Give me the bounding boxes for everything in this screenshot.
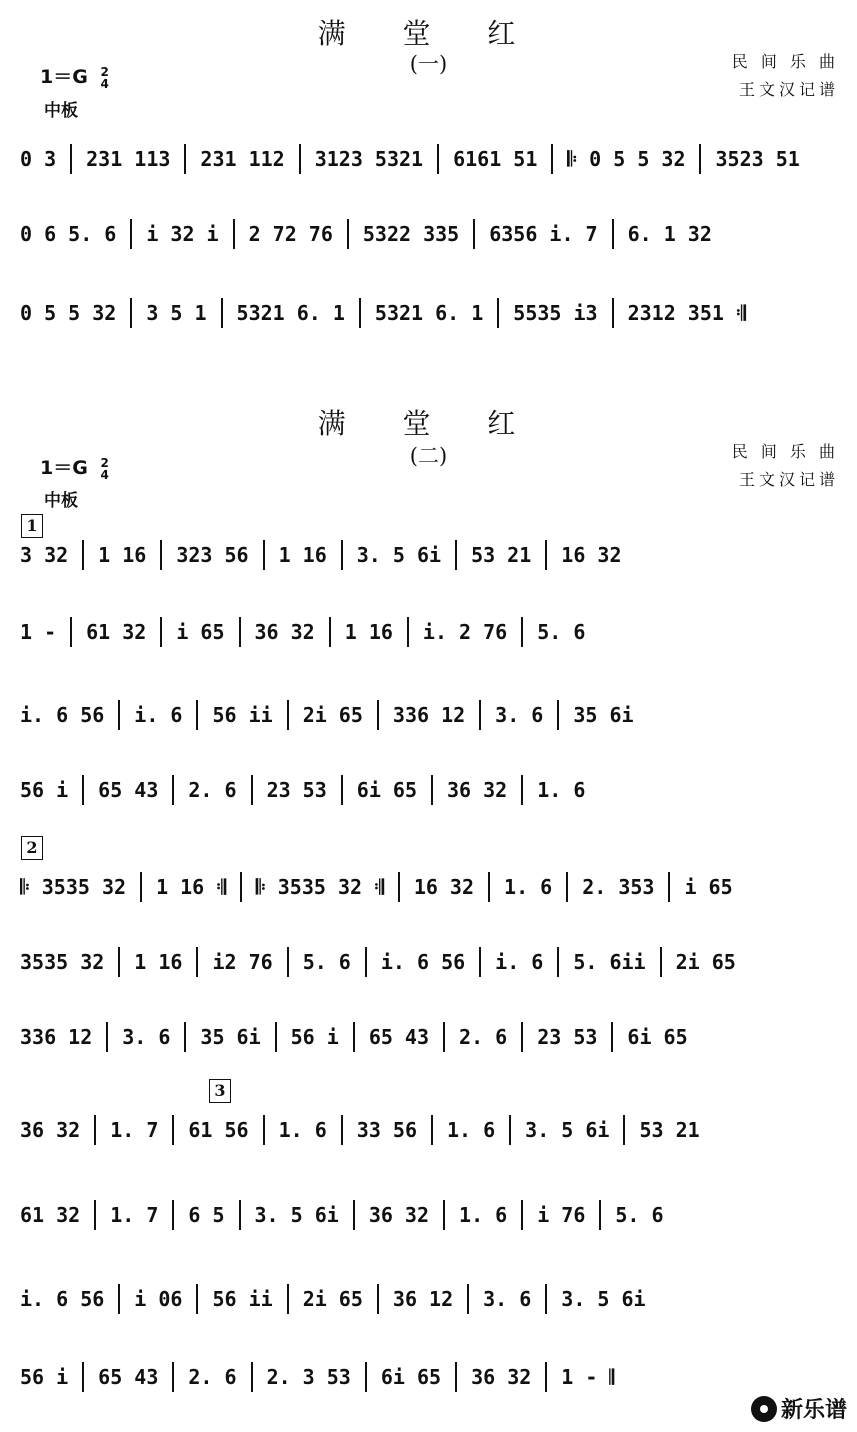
notation-line (20, 1284, 840, 1314)
measure: 1. 7 (110, 1202, 159, 1227)
measure: 3 32 (20, 542, 69, 567)
bar-line (341, 775, 343, 805)
measure: 1 16 (278, 542, 327, 567)
bar-line (172, 1362, 174, 1392)
measure: 2i 65 (302, 702, 363, 727)
bar-line (545, 540, 547, 570)
measure: 2 72 76 (248, 221, 333, 246)
bar-line (70, 144, 72, 174)
bar-line (239, 1200, 241, 1230)
measure: i 65 (176, 619, 225, 644)
measure: 61 32 (86, 619, 147, 644)
measure: 2. 6 (459, 1024, 508, 1049)
bar-line (623, 1115, 625, 1145)
bar-line (106, 1022, 108, 1052)
notation-line (20, 144, 840, 174)
measure: 1. 6 (459, 1202, 508, 1227)
bar-line (172, 775, 174, 805)
bar-line (172, 1200, 174, 1230)
measure: 231 113 (86, 146, 171, 171)
bar-line (443, 1022, 445, 1052)
bar-line (443, 1200, 445, 1230)
measure: 5321 6. 1 (374, 300, 484, 325)
measure: 35 6i (573, 702, 634, 727)
measure: 3523 51 (715, 146, 800, 171)
bar-line (140, 872, 142, 902)
bar-line (172, 1115, 174, 1145)
measure: 1 16 (98, 542, 147, 567)
measure: 2. 3 53 (266, 1364, 351, 1389)
notation-line (20, 1200, 840, 1230)
transcriber: 王文汉记谱 (738, 80, 839, 99)
score2-credits (732, 438, 839, 494)
bar-line (377, 700, 379, 730)
measure: 𝄆 3535 32 (20, 874, 127, 899)
bar-line (118, 700, 120, 730)
section-marker-3: 3 (209, 1079, 231, 1103)
measure: 5322 335 (362, 221, 460, 246)
bar-line (545, 1284, 547, 1314)
measure: 6356 i. 7 (489, 221, 598, 246)
bar-line (341, 1115, 343, 1145)
bar-line (612, 298, 614, 328)
notation-line (20, 1022, 840, 1052)
bar-line (407, 617, 409, 647)
bar-line (521, 1200, 523, 1230)
measure: 56 i (20, 1364, 69, 1389)
measure: 2. 353 (582, 874, 655, 899)
measure: 61 56 (188, 1117, 249, 1142)
measure: 36 32 (254, 619, 315, 644)
measure: 1. 6 (504, 874, 553, 899)
time-signature: 2 4 (100, 455, 109, 482)
measure: 336 12 (392, 702, 466, 727)
measure: 5. 6 (537, 619, 586, 644)
bar-line (287, 1284, 289, 1314)
measure: 6i 65 (356, 777, 417, 802)
measure: 0 5 5 32 (20, 300, 117, 325)
bar-line (184, 144, 186, 174)
measure: i 06 (134, 1286, 183, 1311)
bar-line (240, 872, 242, 902)
measure: 56 i (290, 1024, 339, 1049)
bar-line (545, 1362, 547, 1392)
bar-line (287, 700, 289, 730)
notation-line (20, 1362, 840, 1392)
measure: 3. 5 6i (356, 542, 442, 567)
bar-line (160, 617, 162, 647)
measure: 6i 65 (380, 1364, 442, 1389)
measure: i2 76 (212, 949, 273, 974)
bar-line (239, 617, 241, 647)
bar-line (184, 1022, 186, 1052)
measure: 3535 32 (20, 949, 105, 974)
score1-tempo: 中板 (44, 101, 78, 121)
measure: 36 12 (392, 1286, 454, 1311)
measure: 1. 6 (278, 1117, 327, 1142)
measure: i. 6 (495, 949, 544, 974)
measure: i 76 (537, 1202, 586, 1227)
measure: 5321 6. 1 (236, 300, 345, 325)
measure: 2312 351 𝄇 (627, 300, 746, 325)
bar-line (668, 872, 670, 902)
bar-line (118, 1284, 120, 1314)
measure: 1 16 (134, 949, 183, 974)
bar-line (521, 617, 523, 647)
measure: 1. 6 (447, 1117, 496, 1142)
measure: 1 16 𝄇 (156, 874, 226, 899)
measure: 6. 1 32 (627, 221, 712, 246)
measure: 65 43 (368, 1024, 430, 1049)
bar-line (275, 1022, 277, 1052)
bar-line (329, 617, 331, 647)
measure: 56 ii (212, 1286, 273, 1311)
notation-line (20, 617, 840, 647)
measure: 𝄆 0 5 5 32 (567, 146, 686, 171)
measure: 1. 7 (110, 1117, 159, 1142)
bar-line (118, 947, 120, 977)
measure: 16 32 (413, 874, 475, 899)
bar-line (611, 1022, 613, 1052)
measure: 3. 6 (483, 1286, 532, 1311)
bar-line (341, 540, 343, 570)
measure: 23 53 (537, 1024, 598, 1049)
site-logo (751, 1393, 847, 1424)
bar-line (437, 144, 439, 174)
bar-line (612, 219, 614, 249)
bar-line (557, 947, 559, 977)
bar-line (263, 540, 265, 570)
measure: i 65 (684, 874, 733, 899)
measure: 16 32 (561, 542, 622, 567)
bar-line (566, 872, 568, 902)
measure: 36 32 (368, 1202, 430, 1227)
score1-title: 满 堂 红 (317, 17, 540, 50)
bar-line (365, 947, 367, 977)
score2-tempo: 中板 (44, 491, 78, 511)
score1-key (40, 62, 109, 90)
measure: 36 32 (20, 1117, 81, 1142)
measure: 56 i (20, 777, 69, 802)
measure: 5535 i3 (513, 300, 598, 325)
measure: 1. 6 (537, 777, 586, 802)
score1-part: (一) (409, 52, 448, 76)
notation-line (20, 1115, 840, 1145)
measure: 3. 6 (122, 1024, 171, 1049)
bar-line (455, 1362, 457, 1392)
measure: 33 56 (356, 1117, 417, 1142)
bar-line (551, 144, 553, 174)
bar-line (196, 1284, 198, 1314)
measure: 5. 6ii (573, 949, 646, 974)
measure: 3. 5 6i (561, 1286, 646, 1311)
bar-line (70, 617, 72, 647)
measure: 336 12 (20, 1024, 93, 1049)
notation-line (20, 872, 840, 902)
bar-line (557, 700, 559, 730)
notation-line (20, 540, 840, 570)
bar-line (431, 775, 433, 805)
measure: i. 2 76 (422, 619, 508, 644)
measure: 𝄆 3535 32 𝄇 (256, 874, 384, 899)
bar-line (196, 947, 198, 977)
measure: 3. 6 (495, 702, 544, 727)
measure: 36 32 (447, 777, 508, 802)
bar-line (359, 298, 361, 328)
measure: 65 43 (98, 1364, 159, 1389)
bar-line (287, 947, 289, 977)
bar-line (479, 947, 481, 977)
measure: 3. 5 6i (254, 1202, 339, 1227)
bar-line (473, 219, 475, 249)
section-marker-1: 1 (21, 514, 43, 538)
measure: i. 6 56 (20, 1286, 105, 1311)
measure: 1 - (20, 619, 57, 644)
notation-line (20, 775, 840, 805)
bar-line (377, 1284, 379, 1314)
measure: 3. 5 6i (525, 1117, 610, 1142)
measure: 1 16 (344, 619, 393, 644)
measure: 2i 65 (302, 1286, 363, 1311)
bar-line (479, 700, 481, 730)
transcriber: 王文汉记谱 (738, 470, 839, 489)
key-signature: 1＝G (40, 457, 88, 479)
bar-line (455, 540, 457, 570)
bar-line (431, 1115, 433, 1145)
measure: 5. 6 (615, 1202, 664, 1227)
score2-part: (二) (409, 444, 448, 468)
measure: 3 5 1 (146, 300, 207, 325)
measure: 0 3 (20, 146, 57, 171)
bar-line (130, 298, 132, 328)
measure: 61 32 (20, 1202, 81, 1227)
measure: 3123 5321 (314, 146, 424, 171)
measure: i. 6 56 (380, 949, 466, 974)
bar-line (599, 1200, 601, 1230)
bar-line (82, 1362, 84, 1392)
bar-line (160, 540, 162, 570)
bar-line (221, 298, 223, 328)
measure: 231 112 (200, 146, 285, 171)
bar-line (488, 872, 490, 902)
bar-line (509, 1115, 511, 1145)
time-signature: 2 4 (100, 64, 109, 91)
bar-line (497, 298, 499, 328)
measure: 35 6i (200, 1024, 261, 1049)
measure: 36 32 (471, 1364, 532, 1389)
bar-line (347, 219, 349, 249)
bar-line (94, 1115, 96, 1145)
bar-line (467, 1284, 469, 1314)
score1-credits (732, 48, 839, 104)
score2-title: 满 堂 红 (317, 407, 540, 440)
measure: 323 56 (176, 542, 249, 567)
notation-line (20, 947, 840, 977)
bar-line (130, 219, 132, 249)
measure: i. 6 (134, 702, 183, 727)
bar-line (521, 775, 523, 805)
bar-line (82, 775, 84, 805)
measure: 53 21 (471, 542, 532, 567)
section-marker-2: 2 (21, 836, 43, 860)
measure: 2. 6 (188, 777, 237, 802)
bar-line (398, 872, 400, 902)
measure: 2. 6 (188, 1364, 237, 1389)
measure: 53 21 (639, 1117, 700, 1142)
measure: 23 53 (266, 777, 327, 802)
bar-line (263, 1115, 265, 1145)
bar-line (82, 540, 84, 570)
composer: 民 间 乐 曲 (731, 52, 839, 71)
bar-line (353, 1200, 355, 1230)
measure: i 32 i (146, 221, 219, 246)
measure: i. 6 56 (20, 702, 105, 727)
measure: 65 43 (98, 777, 159, 802)
notation-line (20, 219, 840, 249)
measure: 1 - 𝄂 (561, 1364, 614, 1389)
measure: 56 ii (212, 702, 273, 727)
composer: 民 间 乐 曲 (731, 442, 839, 461)
measure: 5. 6 (302, 949, 351, 974)
bar-line (660, 947, 662, 977)
bar-line (353, 1022, 355, 1052)
notation-line (20, 700, 840, 730)
measure: 6161 51 (453, 146, 538, 171)
bar-line (233, 219, 235, 249)
bar-line (365, 1362, 367, 1392)
bar-line (196, 700, 198, 730)
bar-line (251, 1362, 253, 1392)
logo-text: 新乐谱 (780, 1398, 847, 1423)
bar-line (699, 144, 701, 174)
measure: 0 6 5. 6 (20, 221, 117, 246)
bar-line (251, 775, 253, 805)
key-signature: 1＝G (40, 66, 88, 88)
notation-line (20, 298, 840, 328)
bar-line (521, 1022, 523, 1052)
measure: 6i 65 (627, 1024, 688, 1049)
score2-key (40, 453, 109, 481)
disc-icon (751, 1396, 777, 1422)
measure: 2i 65 (675, 949, 736, 974)
measure: 6 5 (188, 1202, 225, 1227)
bar-line (94, 1200, 96, 1230)
bar-line (299, 144, 301, 174)
